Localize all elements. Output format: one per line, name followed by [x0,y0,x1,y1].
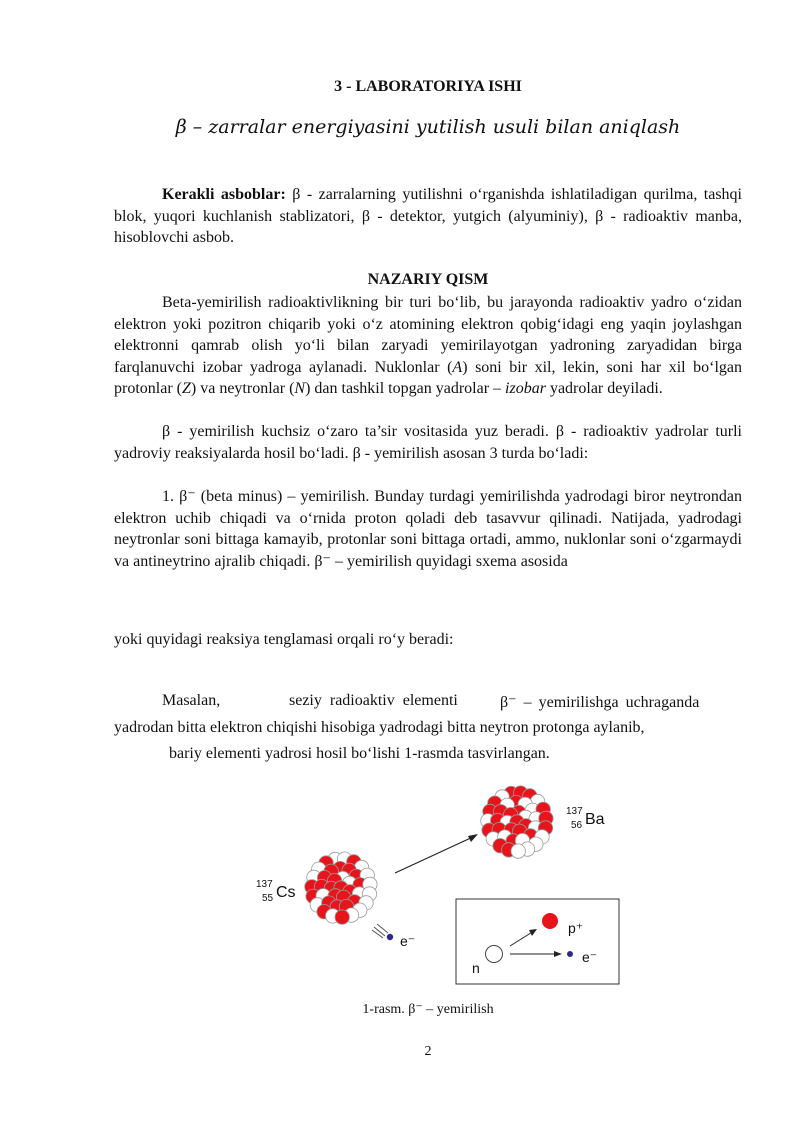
electron-dot [567,951,573,957]
page-title: 3 - LABORATORIYA ISHI [334,78,522,95]
emitted-electron-label: e⁻ [400,933,416,949]
theory-paragraph-1 [114,292,742,400]
page-number: 2 [424,1044,432,1059]
example-element: seziy radioaktiv elementi [289,692,458,709]
electron-label: e⁻ [582,949,598,965]
beta-decay-figure [0,770,800,995]
barium-nucleus [481,786,553,858]
example-line-2: yadrodan bitta elektron chiqishi hisobiga yadrodagi bitta neytron protonga aylanib, [114,719,645,736]
equipment-paragraph [114,184,742,249]
para1-text-e: yadrolar deyiladi. [545,380,663,397]
nucleon [335,910,349,924]
cs-mass-number: 137 [256,879,273,890]
transformation-arrow [395,836,475,873]
theory-paragraph-3: 1. β⁻ (beta minus) – yemirilish. Bunday turdagi yemirilishda yadrodagi biror neytrondan elektron uchib chiqadi va o‘rnida proton qoladi deb tasavvur qilinadi. Natijada, yadrodagi neytronlar soni bittaga kamayib, protonlar soni bittaga ortadi, ammo, nuklonlar soni o‘zgarmaydi va antineytrino ajralib chiqadi. β⁻ – yemirilish quyidagi sxema asosida [114,488,742,570]
para1-text-a: Beta-yemirilish radioaktivlikning bir turi bo‘lib, bu jarayonda radioaktiv yadro o‘zidan elektron yoki pozitron chiqarib yoki o‘z atomining elektron qobig‘idagi eng yaqin joylashgan elektronni qamrab olish yo‘li bilan zaryadi yemirilayotgan yadroning zaryadidan birga farqlanuvchi izobar yadroga aylanadi. Nuklonlar ( [114,294,742,376]
neutron-circle [486,946,503,963]
ba-atomic-number: 56 [571,820,583,831]
cesium-nucleus [305,852,377,924]
para1-text-b: ) soni bir xil, lekin, soni har xil bo‘lgan protonlar ( [114,358,742,397]
term-izobar: izobar [505,380,546,397]
para1-text-c: ) va neytronlar ( [190,380,295,397]
reaction-line: yoki quyidagi reaksiya tenglamasi orqali ro‘y beradi: [114,631,454,648]
var-A: A [452,358,463,376]
cs-atomic-number: 55 [262,893,274,904]
inset-box [456,899,619,984]
example-line-3: bariy elementi yadrosi hosil bo‘lishi 1-rasmda tasvirlangan. [169,745,550,762]
theory-paragraph-2: β - yemirilish kuchsiz o‘zaro ta’sir vositasida yuz beradi. β - radioaktiv yadrolar turli yadroviy reaksiyalarda hosil bo‘ladi. β - yemirilish asosan 3 turda bo‘ladi: [114,423,742,462]
proton-circle [542,913,558,929]
example-decay: β⁻ – yemirilishga uchraganda [500,694,700,711]
transformation-arrowhead [468,834,478,842]
nucleon [511,844,525,858]
example-word: Masalan, [162,692,221,709]
figure-caption: 1-rasm. β⁻ – yemirilish [362,1002,494,1017]
equipment-text: β - zarralarning yutilishni o‘rganishda ishlatiladigan qurilma, tashqi blok, yuqori kuchlanish stablizatori, β - detektor, yutgich (alyuminiy), β - radioaktiv manba, hisoblovchi asbob. [114,186,742,246]
ba-mass-number: 137 [566,806,583,817]
proton-label: p⁺ [568,920,584,936]
ba-symbol: Ba [585,811,605,828]
var-Z: Z [181,380,191,397]
para1-text-d: ) dan tashkil topgan yadrolar – [305,380,506,397]
var-N: N [294,380,306,397]
cs-symbol: Cs [276,884,296,901]
emitted-electron [372,924,393,940]
page-subtitle: β – zarralar energiyasini yutilish usuli bilan aniqlash [175,116,681,138]
section-heading: NAZARIY QISM [367,271,489,288]
equipment-label: Kerakli asboblar: [162,186,286,203]
neutron-label: n [472,960,480,976]
